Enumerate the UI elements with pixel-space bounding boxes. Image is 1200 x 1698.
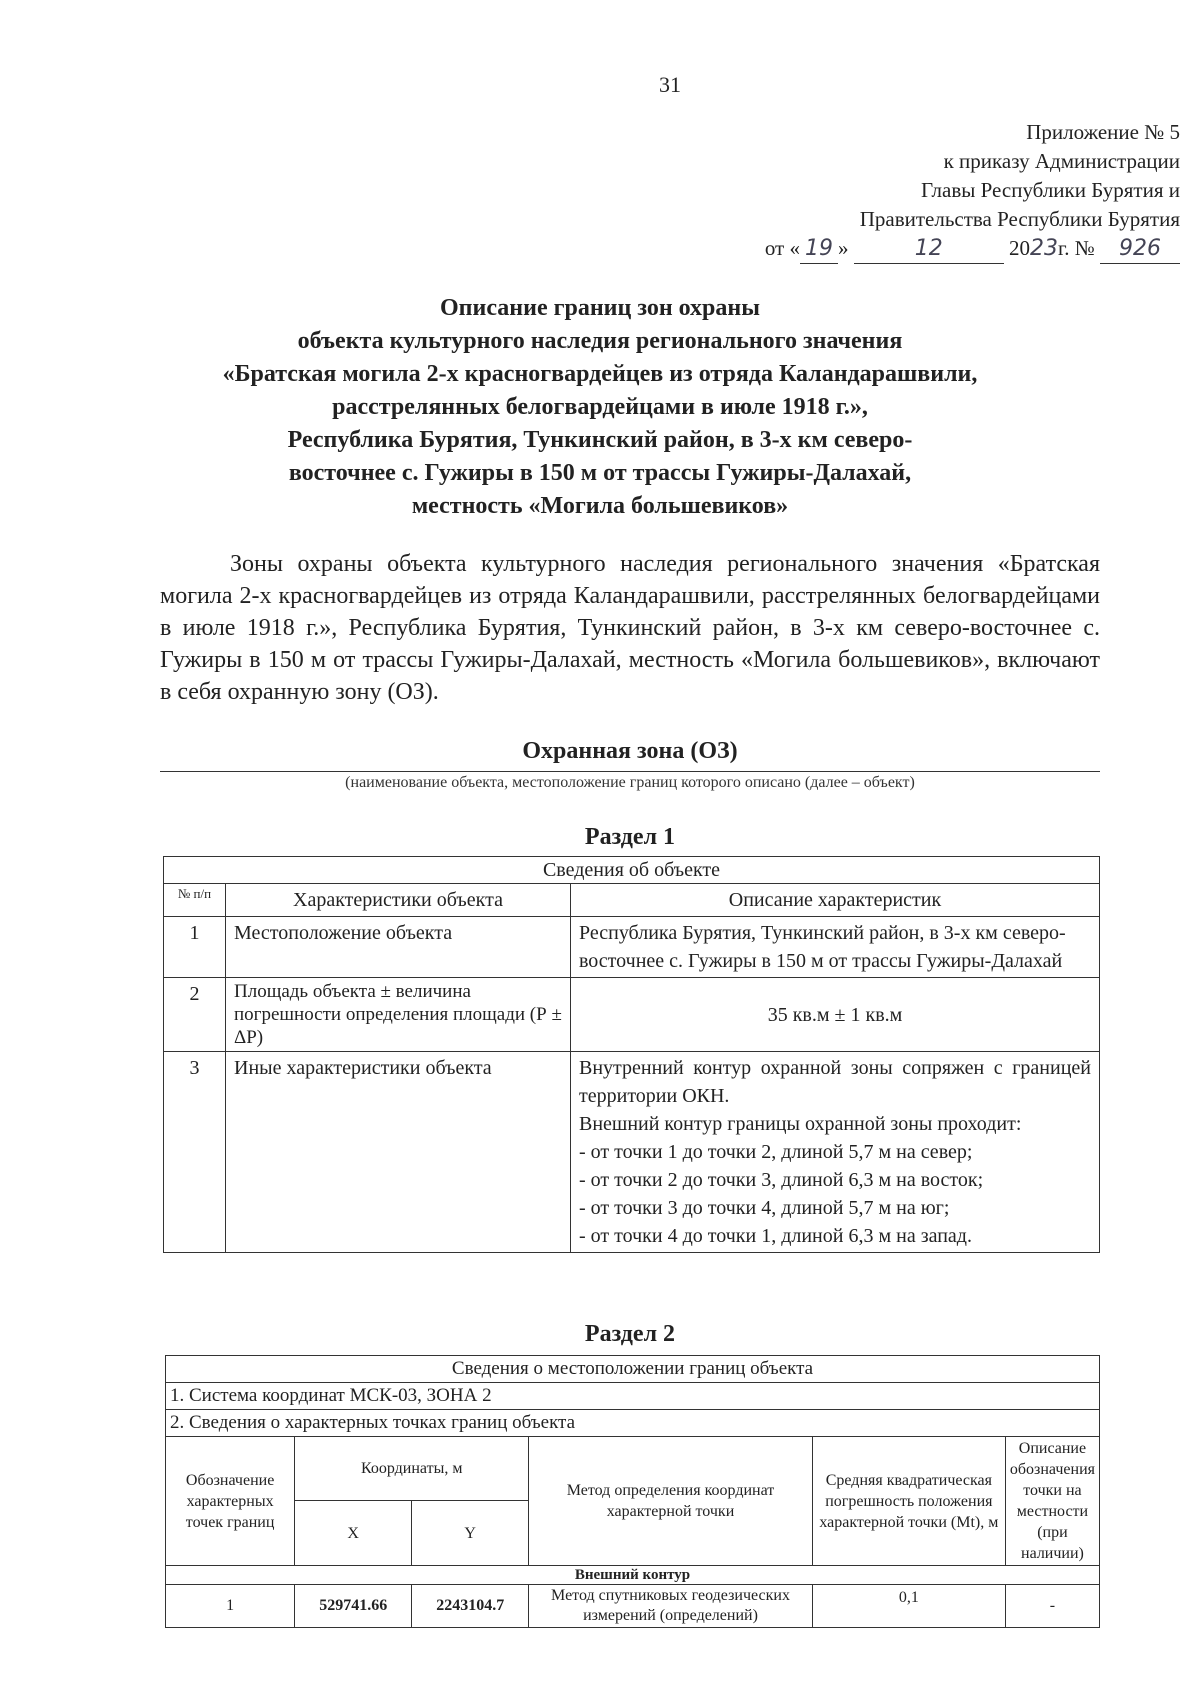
title-line: восточнее с. Гужиры в 150 м от трассы Гужиры-Далахай, [288,460,912,486]
title-line: расстрелянных белогвардейцами в июле 1918 г.», [332,394,868,420]
value-line: - от точки 2 до точки 3, длиной 6,3 м на восток; [579,1169,984,1191]
title-line: местность «Могила большевиков» [411,493,789,519]
section1-caption: Сведения об объекте [164,857,1100,884]
point-description: - [1005,1585,1099,1628]
title-line: Описание границ зон охраны [440,295,760,321]
coord-system: 1. Система координат МСК-03, ЗОНА 2 [166,1383,1100,1410]
col-desc-header: Описание характеристик [571,884,1100,917]
designation-header: Обозначение характерных точек границ [166,1437,295,1566]
date-prefix: от « [764,236,800,260]
order-date-line [765,234,1180,264]
row-name: Иные характеристики объекта [226,1052,571,1253]
method-header: Метод определения координат характерной точки [529,1437,813,1566]
zone-title: Охранная зона (ОЗ) [522,738,738,764]
order-year: 23 [1029,236,1058,261]
row-num: 1 [164,917,226,978]
table-header-row [166,1437,1100,1501]
value-line: - от точки 4 до точки 1, длиной 6,3 м на запад. [579,1225,972,1247]
order-number: 926 [1100,234,1180,264]
point-y: 2243104.7 [412,1585,529,1628]
points-caption-row [166,1410,1100,1437]
table-row [166,1585,1100,1628]
contour-row [166,1566,1100,1585]
value-line: - от точки 3 до точки 4, длиной 5,7 м на юг; [579,1197,950,1219]
table-caption-row [164,857,1100,884]
zone-underline [160,771,1100,772]
row-num: 3 [164,1052,226,1253]
header-line: Правительства Республики Бурятия [859,207,1180,231]
number-prefix: г. № [1057,236,1095,260]
point-id: 1 [166,1585,295,1628]
table-row [164,978,1100,1052]
section1-table [163,856,1100,1253]
header-line: к приказу Администрации [943,149,1180,173]
row-name: Местоположение объекта [226,917,571,978]
table-row [164,917,1100,978]
intro-paragraph: Зоны охраны объекта культурного наследия регионального значения «Братская могила 2-х красногвардейцев из отряда Каландарашвили, расстрелянных белогвардейцами в июле 1918 г.», Республика Бурятия, Тункинский район, в 3-х км северо-восточнее с. Гужиры в 150 м от трассы Гужиры-Далахай, местность «Могила большевиков», включают в себя охранную зону (ОЗ). [160,551,1100,705]
row-name: Площадь объекта ± величина погрешности определения площади (Р ± ΔР) [226,978,571,1052]
point-error: 0,1 [812,1585,1005,1628]
col-num-header: № п/п [164,884,226,917]
title-line: Республика Бурятия, Тункинский район, в 3-х км северо- [287,427,913,453]
value-line: Внешний контур границы охранной зоны проходит: [579,1113,1022,1135]
point-method: Метод спутниковых геодезических измерений (определений) [529,1585,813,1628]
value-line: - от точки 1 до точки 2, длиной 5,7 м на север; [579,1141,973,1163]
appendix-header [765,118,1180,264]
col-char-header: Характеристики объекта [226,884,571,917]
table-header-row [164,884,1100,917]
title-line: «Братская могила 2-х красногвардейцев из отряда Каландарашвили, [222,361,978,387]
row-value [571,1052,1100,1253]
contour-label: Внешний контур [166,1566,1100,1585]
table-row [164,1052,1100,1253]
zone-caption: (наименование объекта, местоположение границ которого описано (далее – объект) [345,774,915,791]
point-x: 529741.66 [295,1585,412,1628]
error-header: Средняя квадратическая погрешность положения характерной точки (Mt), м [812,1437,1005,1566]
table-caption-row [166,1356,1100,1383]
coord-system-row [166,1383,1100,1410]
page-number: 31 [659,72,681,97]
date-mid: » [837,236,849,260]
description-header: Описание обозначения точки на местности (при наличии) [1005,1437,1099,1566]
header-line: Приложение № 5 [1026,120,1180,144]
order-day: 19 [800,234,838,264]
order-month: 12 [854,234,1004,264]
points-caption: 2. Сведения о характерных точках границ объекта [166,1410,1100,1437]
section2-caption: Сведения о местоположении границ объекта [166,1356,1100,1383]
section2-title: Раздел 2 [584,1321,676,1347]
row-num: 2 [164,978,226,1052]
title-line: объекта культурного наследия регионального значения [297,328,903,354]
y-header: Y [412,1501,529,1566]
section2-table [165,1355,1100,1628]
year-prefix: 20 [1008,236,1030,260]
value-line: Внутренний контур охранной зоны сопряжен с границей территории ОКН. [579,1057,1091,1107]
x-header: X [295,1501,412,1566]
row-value: Республика Бурятия, Тункинский район, в 3-х км северо-восточнее с. Гужиры в 150 м от трассы Гужиры-Далахай [571,917,1100,978]
section1-title: Раздел 1 [584,824,676,850]
header-line: Главы Республики Бурятия и [921,178,1180,202]
coords-header: Координаты, м [295,1437,529,1501]
document-title [150,292,1050,523]
row-value: 35 кв.м ± 1 кв.м [571,978,1100,1052]
